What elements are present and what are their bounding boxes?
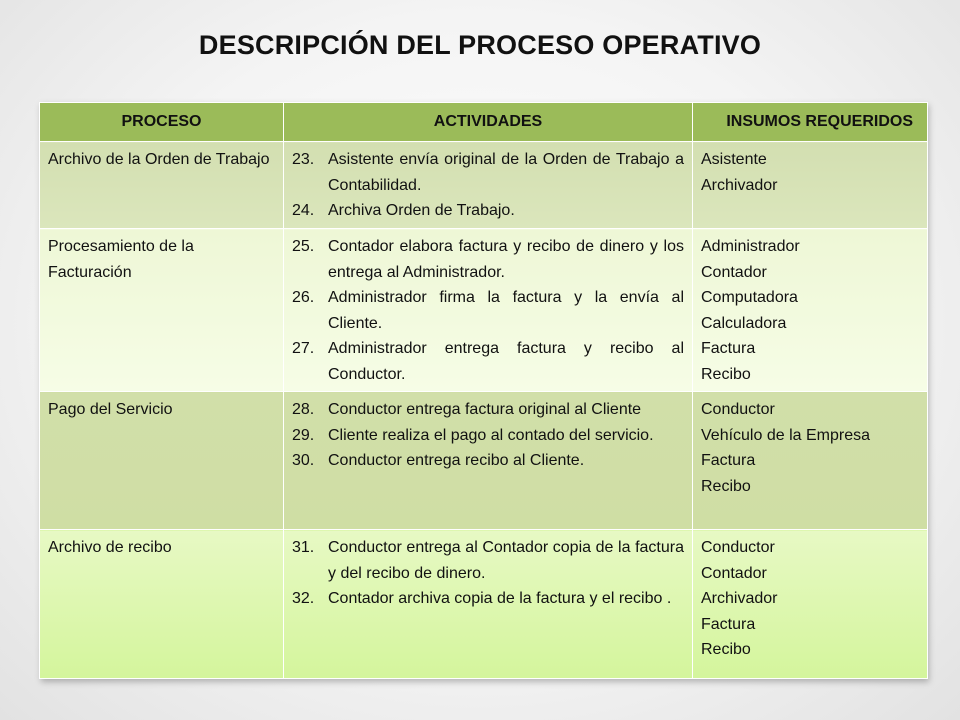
header-actividades: ACTIVIDADES (284, 103, 693, 142)
actividades-cell (284, 392, 693, 530)
actividades-cell (284, 229, 693, 392)
activity-item (292, 535, 684, 586)
insumos-cell (693, 229, 928, 392)
insumo-item: Conductor (701, 539, 775, 556)
proceso-cell: Archivo de recibo (40, 530, 284, 679)
insumo-item: Factura (701, 615, 756, 633)
activity-number: 29. (292, 426, 315, 444)
insumo-item: Factura (701, 452, 756, 469)
activity-text: Asistente envía original de la Orden de Trabajo a Contabilidad. (328, 151, 684, 194)
activity-item (292, 198, 684, 224)
activity-number: 23. (292, 151, 315, 168)
insumo-item: Contador (701, 564, 767, 582)
actividades-cell (284, 142, 693, 229)
table-row (40, 142, 928, 229)
insumo-item: Archivador (701, 176, 778, 194)
insumos-cell (693, 530, 928, 679)
insumo-item: Asistente (701, 151, 767, 168)
insumo-item: Recibo (701, 365, 751, 383)
proceso-cell: Archivo de la Orden de Trabajo (40, 142, 284, 229)
proceso-cell: Pago del Servicio (40, 392, 284, 530)
activity-number: 27. (292, 340, 315, 357)
activity-text: Conductor entrega recibo al Cliente. (328, 452, 585, 469)
activity-item (292, 586, 684, 612)
activity-text: Conductor entrega factura original al Cliente (328, 401, 642, 418)
insumo-item: Calculadora (701, 314, 787, 332)
activity-number: 30. (292, 452, 315, 469)
activity-item (292, 147, 684, 198)
activity-text: Contador elabora factura y recibo de dinero y los entrega al Administrador. (328, 238, 684, 281)
activity-text: Administrador entrega factura y recibo al Conductor. (328, 340, 684, 383)
activity-number: 25. (292, 238, 315, 255)
insumo-item: Vehículo de la Empresa (701, 426, 870, 444)
activity-item (292, 423, 684, 449)
page-title: DESCRIPCIÓN DEL PROCESO OPERATIVO (198, 30, 762, 60)
activity-number: 31. (292, 539, 315, 556)
activity-text: Contador archiva copia de la factura y el recibo . (328, 590, 672, 607)
activity-item (292, 285, 684, 336)
activity-number: 24. (292, 202, 315, 219)
insumo-item: Contador (701, 263, 767, 281)
insumo-item: Administrador (701, 238, 800, 255)
activity-text: Archiva Orden de Trabajo. (328, 202, 515, 219)
process-table (39, 102, 927, 679)
activity-text: Administrador firma la factura y la envía al Cliente. (328, 289, 684, 332)
activity-item (292, 397, 684, 423)
activity-item (292, 336, 684, 387)
activity-number: 26. (292, 289, 315, 306)
proceso-cell: Procesamiento de la Facturación (40, 229, 284, 392)
header-insumos: INSUMOS REQUERIDOS (693, 103, 928, 142)
header-row (40, 103, 928, 142)
activity-number: 28. (292, 401, 315, 418)
actividades-cell (284, 530, 693, 679)
table-row (40, 530, 928, 679)
activity-item (292, 234, 684, 285)
header-proceso: PROCESO (40, 103, 284, 142)
insumo-item: Factura (701, 340, 756, 357)
insumo-item: Recibo (701, 477, 751, 495)
insumo-item: Conductor (701, 401, 775, 418)
insumo-item: Computadora (701, 289, 798, 306)
insumos-cell (693, 142, 928, 229)
insumo-item: Archivador (701, 590, 778, 607)
table-row (40, 229, 928, 392)
activity-number: 32. (292, 590, 315, 607)
activity-item (292, 448, 684, 474)
insumos-cell (693, 392, 928, 530)
table-row (40, 392, 928, 530)
activity-text: Cliente realiza el pago al contado del servicio. (328, 426, 654, 444)
activity-text: Conductor entrega al Contador copia de la factura y del recibo de dinero. (328, 539, 684, 582)
insumo-item: Recibo (701, 641, 751, 658)
